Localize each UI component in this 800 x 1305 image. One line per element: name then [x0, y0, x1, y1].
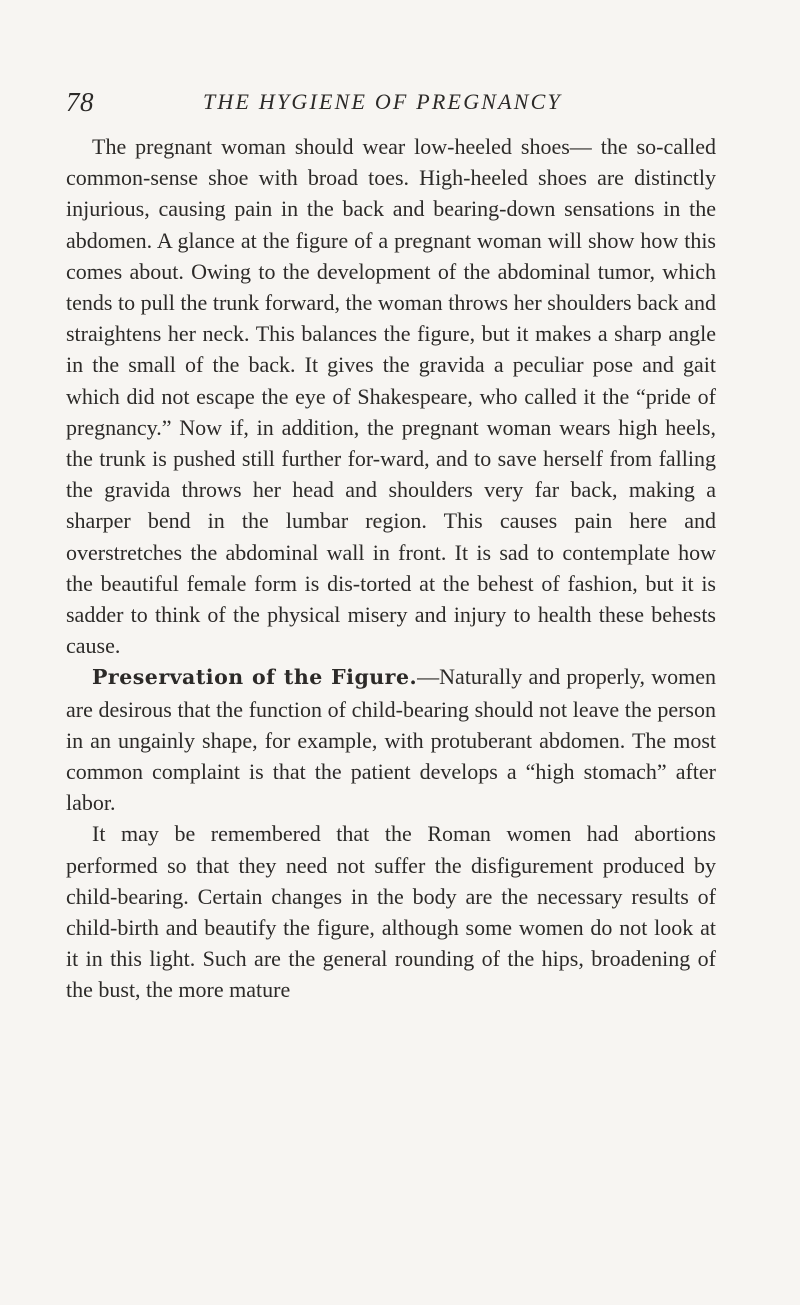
- paragraph-text: It may be remembered that the Roman women had abortions performed so that they need not suffer the disfigurement produced by child-bearing. Certain changes in the body are the necessary results of child-birth and beautify the figure, although some women do not look at it in this light. Such are the general rounding of the hips, broadening of the bust, the more mature: [66, 821, 716, 1003]
- paragraph-shoes: [66, 131, 716, 661]
- paragraph-roman-women: [66, 818, 716, 1005]
- running-title: THE HYGIENE OF PREGNANCY: [203, 89, 562, 114]
- paragraph-preservation: [66, 661, 716, 818]
- body-text: [66, 131, 716, 1006]
- paragraph-text: Naturally and properly, women are desirous that the function of child-bearing should not leave the person in an ungainly shape, for example, with protuberant abdomen. The most common complaint is that the patient develops a “high stomach” after labor.: [66, 664, 716, 816]
- page-content: [66, 86, 716, 1006]
- section-heading: Preservation of the Figure.: [92, 665, 418, 690]
- paragraph-text: The pregnant woman should wear low-heeled shoes— the so-called common-sense shoe with broad toes. High-heeled shoes are distinctly injurious, causing pain in the back and bearing-down sensations in the abdomen. A glance at the figure of a pregnant woman will show how this comes about. Owing to the development of the abdominal tumor, which tends to pull the trunk forward, the woman throws her shoulders back and straightens her neck. This balances the figure, but it makes a sharp angle in the small of the back. It gives the gravida a peculiar pose and gait which did not escape the eye of Shakespeare, who called it the “pride of pregnancy.” Now if, in addition, the pregnant woman wears high heels, the trunk is pushed still further for-ward, and to save herself from falling the gravida throws her head and shoulders very far back, making a sharper bend in the lumbar region. This causes pain here and overstretches the abdominal wall in front. It is sad to contemplate how the beautiful female form is dis-torted at the behest of fashion, but it is sadder to think of the physical misery and injury to health these behests cause.: [66, 134, 716, 659]
- page-header: [66, 86, 716, 126]
- page-number: 78: [66, 87, 94, 117]
- heading-separator: —: [417, 664, 440, 690]
